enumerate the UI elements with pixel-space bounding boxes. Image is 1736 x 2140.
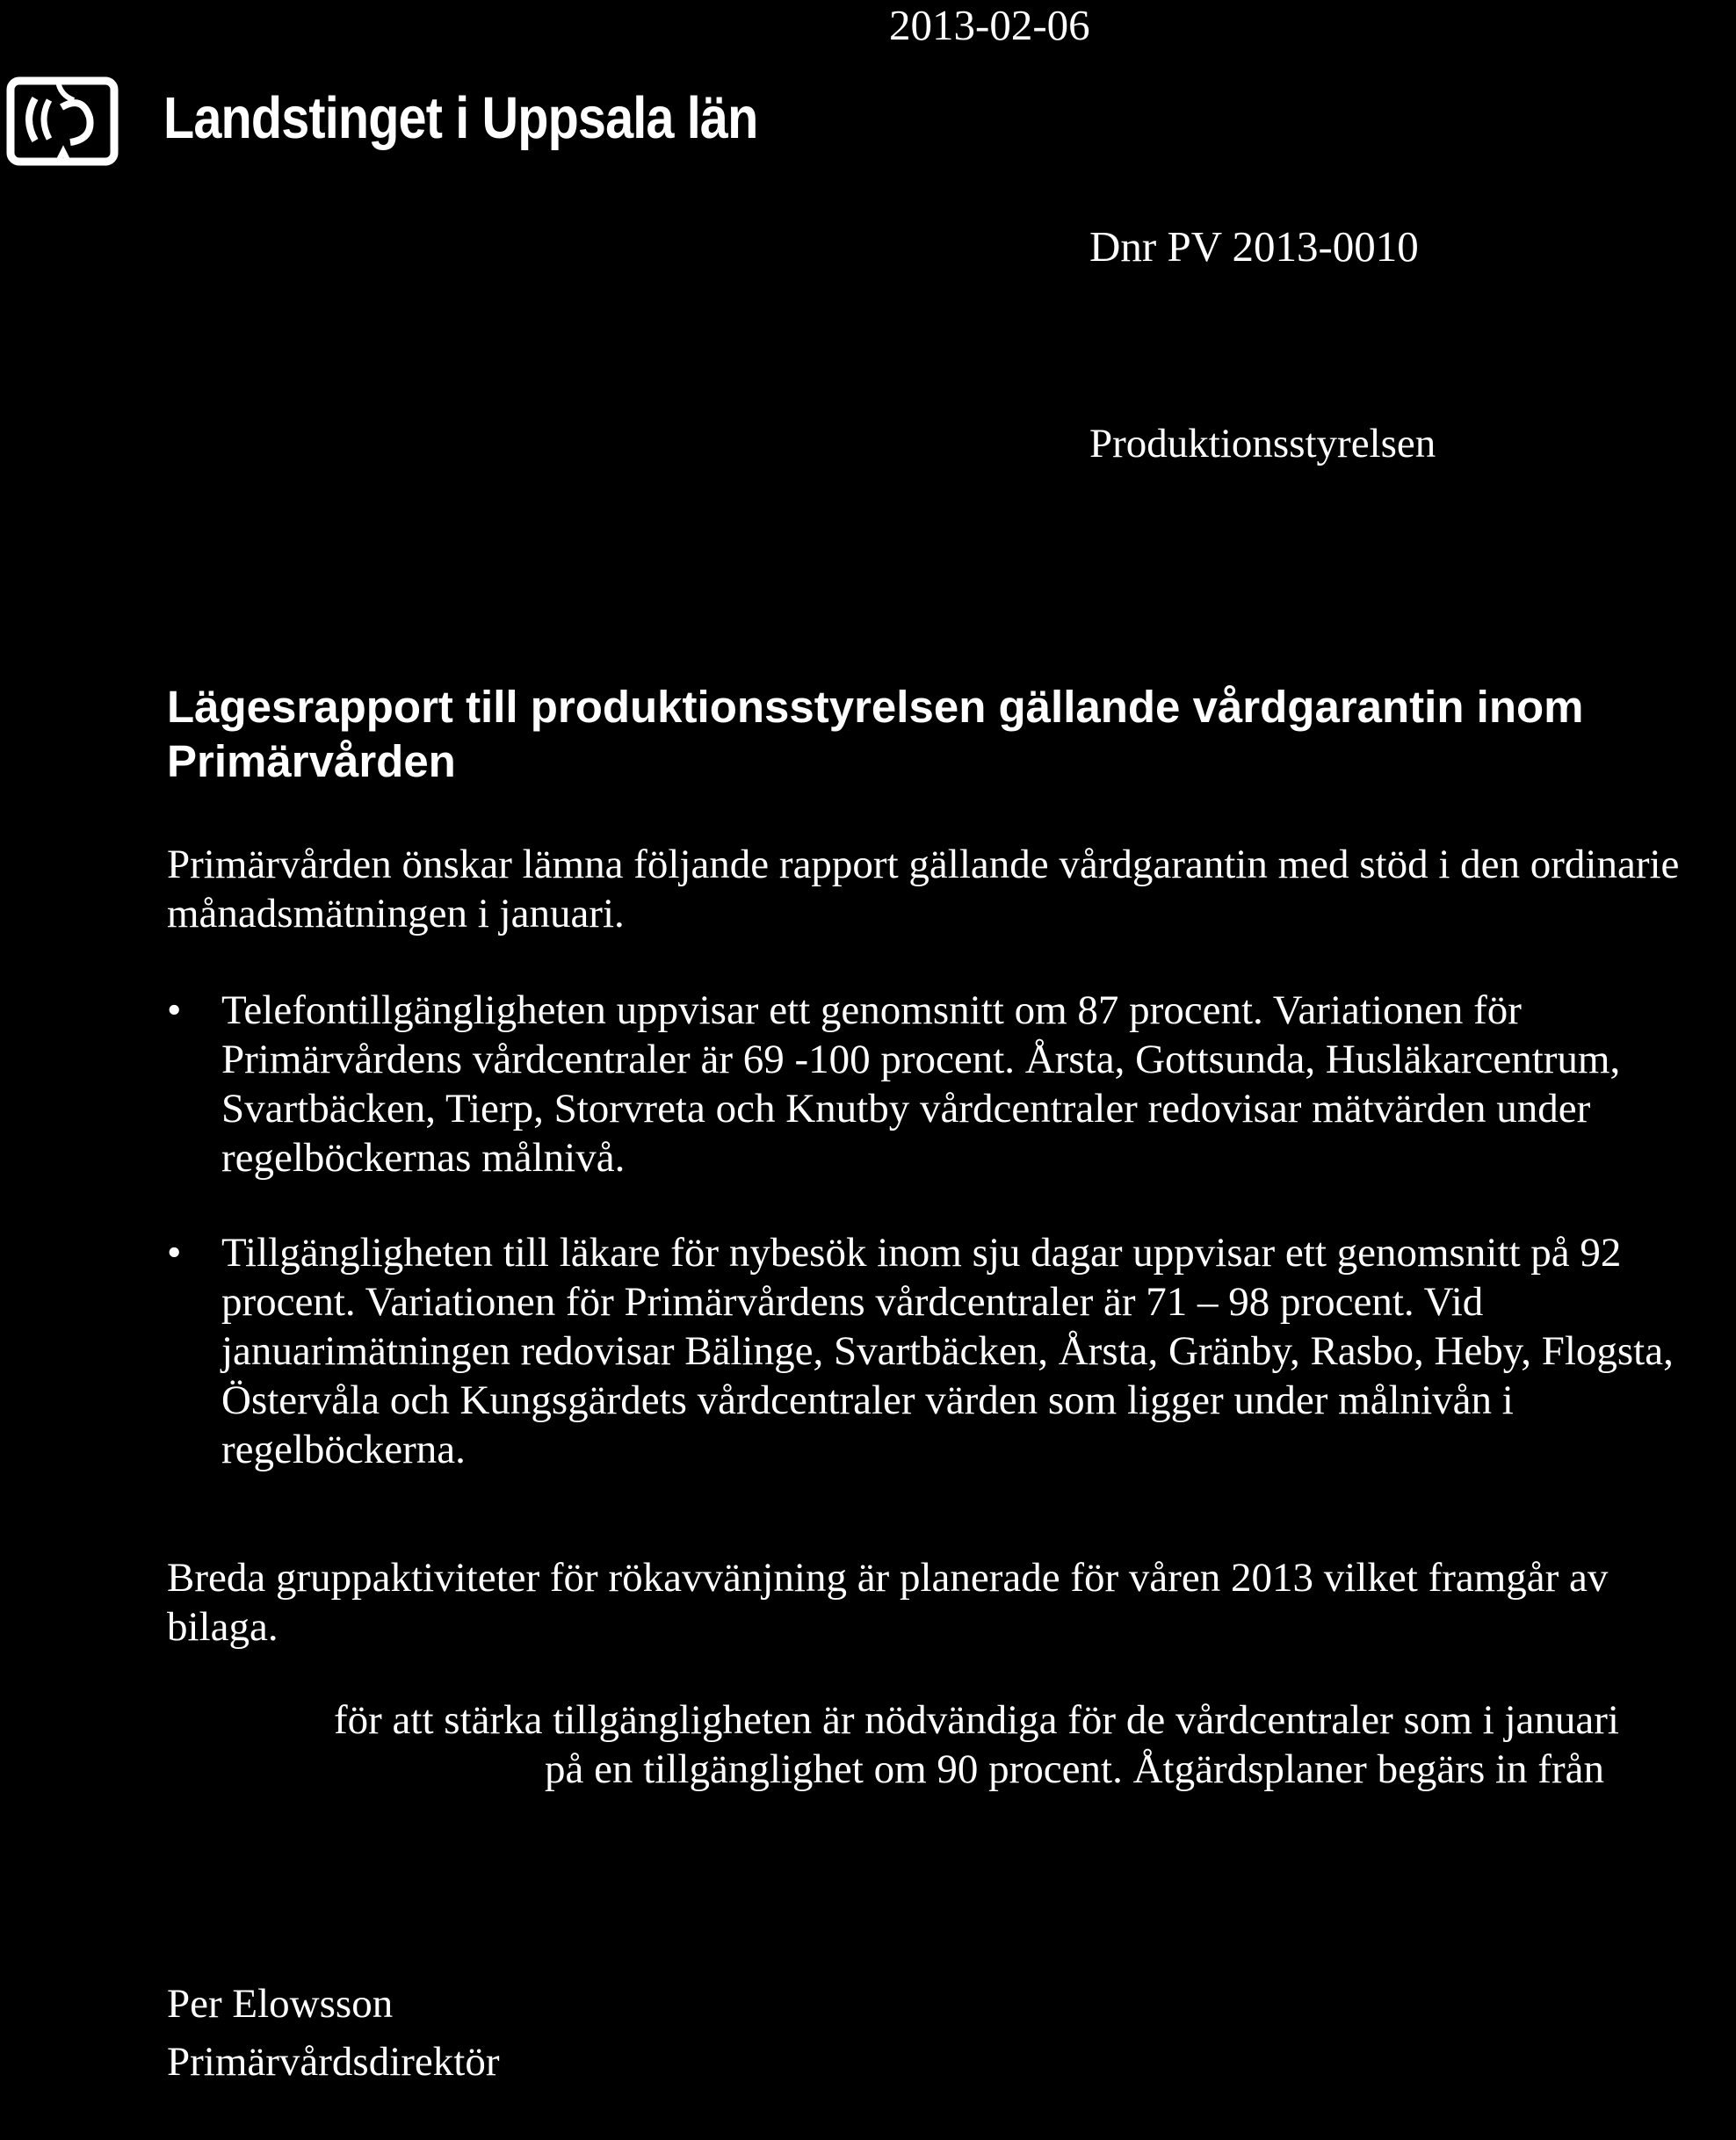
measures-line-2: på en tillgänglighet om 90 procent. Åtgärdsplaner begärs in från bbox=[545, 1746, 1604, 1792]
smoking-cessation-paragraph: Breda gruppaktiviteter för rökavvänjning är planerade för våren 2013 vilket framgår av bilaga. bbox=[167, 1555, 1609, 1650]
document-date: 2013-02-06 bbox=[889, 1, 1090, 49]
measures-paragraph bbox=[167, 1695, 1713, 1794]
signature-title: Primärvårdsdirektör bbox=[167, 2039, 500, 2085]
organization-name: Landstinget i Uppsala län bbox=[163, 85, 758, 151]
measures-line-1: för att stärka tillgängligheten är nödvändiga för de vårdcentraler som i januari bbox=[334, 1697, 1619, 1743]
intro-paragraph: Primärvården önskar lämna följande rapport gällande vårdgarantin med stöd i den ordinarie månadsmätningen i januari. bbox=[167, 842, 1680, 936]
bullet-text-doctor-accessibility: Tillgängligheten till läkare för nybesök inom sju dagar uppvisar ett genomsnitt på 92 procent. Variationen för Primärvårdens vårdcentraler är 71 – 98 procent. Vid januarimätningen redovisar Bälinge, Svartbäcken, Årsta, Gränby, Rasbo, Heby, Flogsta, Östervåla och Kungsgärdets vårdcentraler värden som ligger under målnivån i regelböckerna. bbox=[221, 1230, 1674, 1472]
bullet-icon: • bbox=[167, 1230, 182, 1276]
bullet-icon: • bbox=[167, 987, 182, 1033]
diary-number: Dnr PV 2013-0010 bbox=[1089, 222, 1419, 271]
document-title: Lägesrapport till produktionsstyrelsen gällande vårdgarantin inom Primärvården bbox=[167, 682, 1584, 786]
recipient: Produktionsstyrelsen bbox=[1089, 421, 1436, 466]
bullet-text-phone-accessibility: Telefontillgängligheten uppvisar ett genomsnitt om 87 procent. Variationen för Primärvårdens vårdcentraler är 69 -100 procent. Årsta, Gottsunda, Husläkarcentrum, Svartbäcken, Tierp, Storvreta och Knutby vårdcentraler redovisar mätvärden under regelböckernas målnivå. bbox=[221, 987, 1621, 1181]
county-council-logo-icon bbox=[5, 74, 119, 169]
signature-name: Per Elowsson bbox=[167, 1981, 394, 2027]
